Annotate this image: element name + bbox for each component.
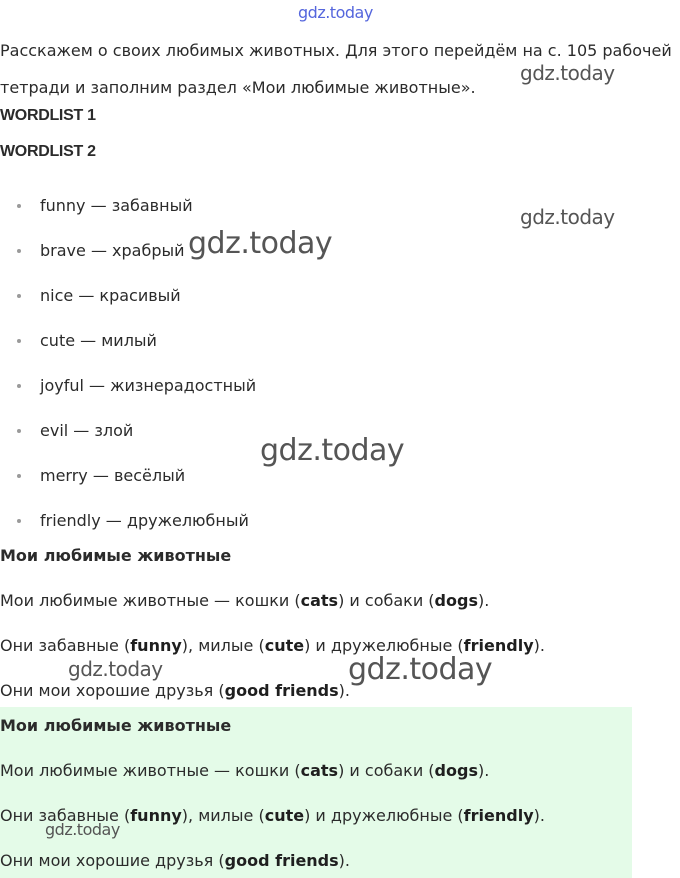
intro-text: Расскажем о своих любимых животных. Для этого перейдём на с. 105 рабочей тетради и заполним раздел «Мои любимые животные».: [0, 41, 672, 97]
list-item: [0, 283, 256, 328]
list-item: [0, 193, 256, 238]
bullet-icon: [17, 429, 21, 433]
bullet-icon: [17, 339, 21, 343]
list-item: [0, 373, 256, 418]
word-entry: evil — злой: [40, 421, 134, 440]
section-line-3: Они мои хорошие друзья (good friends).: [0, 681, 350, 700]
word-entry: nice — красивый: [40, 286, 181, 305]
bullet-icon: [17, 474, 21, 478]
bullet-icon: [17, 204, 21, 208]
word-entry: funny — забавный: [40, 196, 193, 215]
watermark: gdz.today: [348, 652, 493, 687]
word-entry: merry — весёлый: [40, 466, 186, 485]
watermark: gdz.today: [188, 226, 333, 261]
section-line-1: Мои любимые животные — кошки (cats) и собаки (dogs).: [0, 591, 490, 610]
word-entry: friendly — дружелюбный: [40, 511, 249, 530]
watermark: gdz.today: [68, 657, 163, 681]
word-list: [0, 193, 256, 553]
list-item: [0, 463, 256, 508]
section-heading: Мои любимые животные: [0, 546, 232, 565]
list-item: [0, 418, 256, 463]
answer-line-3: Они мои хорошие друзья (good friends).: [0, 851, 350, 870]
answer-line-1: Мои любимые животные — кошки (cats) и собаки (dogs).: [0, 761, 490, 780]
wordlist-1-heading: WORDLIST 1: [0, 107, 96, 124]
watermark: gdz.today: [260, 433, 405, 468]
answer-line-2: Они забавные (funny), милые (cute) и дружелюбные (friendly).: [0, 806, 545, 825]
answer-heading: Мои любимые животные: [0, 716, 232, 735]
word-entry: cute — милый: [40, 331, 157, 350]
word-entry: brave — храбрый: [40, 241, 185, 260]
list-item: [0, 238, 256, 283]
word-entry: joyful — жизнерадостный: [40, 376, 257, 395]
list-item: [0, 328, 256, 373]
bullet-icon: [17, 519, 21, 523]
bullet-icon: [17, 294, 21, 298]
wordlist-2-heading: WORDLIST 2: [0, 143, 96, 160]
bullet-icon: [17, 384, 21, 388]
watermark: gdz.today: [520, 61, 615, 85]
watermark: gdz.today: [298, 3, 373, 22]
bullet-icon: [17, 249, 21, 253]
section-line-2: Они забавные (funny), милые (cute) и дружелюбные (friendly).: [0, 636, 545, 655]
watermark: gdz.today: [520, 205, 615, 229]
watermark: gdz.today: [45, 820, 120, 839]
